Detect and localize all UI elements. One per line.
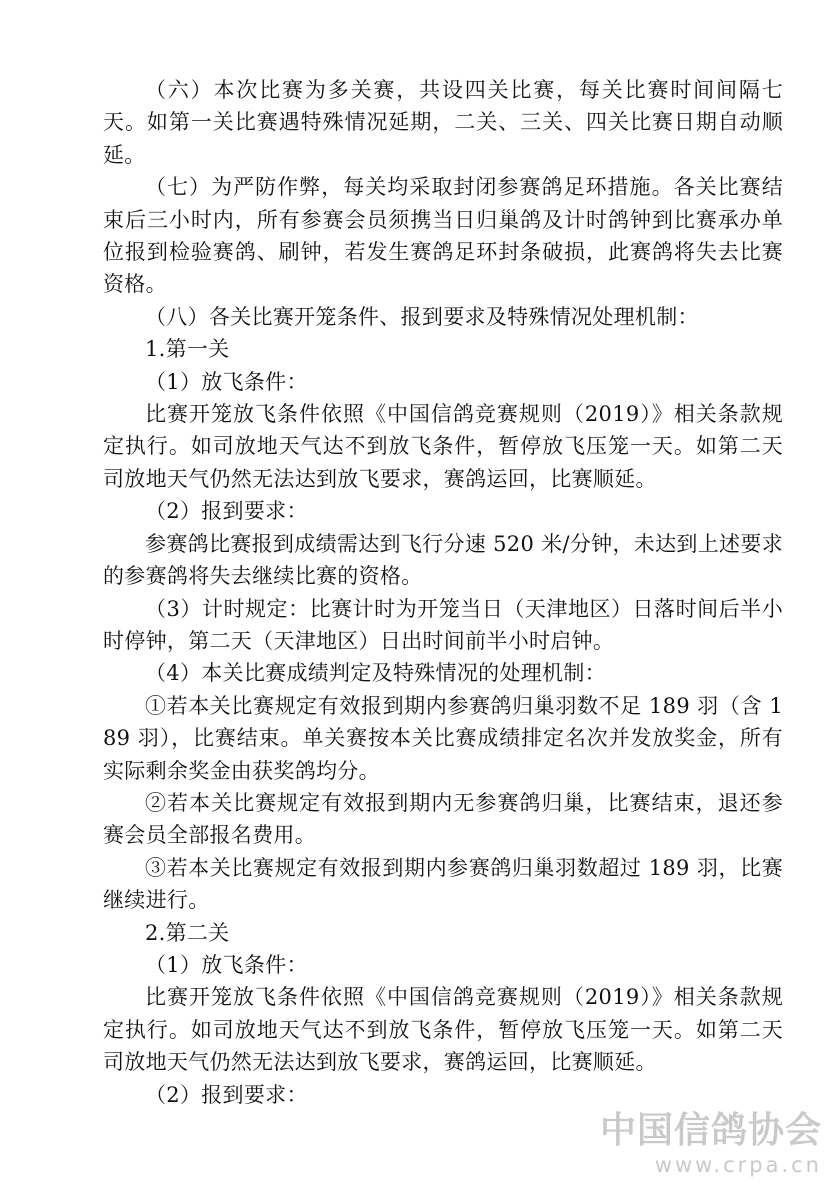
watermark-url: www.crpa.cn bbox=[654, 1153, 822, 1177]
crpa-watermark bbox=[592, 1111, 822, 1179]
paragraph-release-conditions-stage-2: 比赛开笼放飞条件依照《中国信鸽竞赛规则（2019）》相关条款规定执行。如司放地天气达不到放飞条件，暂停放飞压笼一天。如第二天司放地天气仍然无法达到放飞要求，赛鸽运回，比赛顺延。 bbox=[103, 985, 783, 1075]
subheading-report-requirements: （2）报到要求： bbox=[145, 499, 308, 524]
subheading-release-conditions: （1）放飞条件： bbox=[145, 369, 308, 394]
paragraph-rule-6: （六）本次比赛为多关赛，共设四关比赛，每关比赛时间间隔七天。如第一关比赛遇特殊情况延期，二关、三关、四关比赛日期自动顺延。 bbox=[103, 78, 783, 167]
paragraph-release-conditions: 比赛开笼放飞条件依照《中国信鸽竞赛规则（2019）》相关条款规定执行。如司放地天气达不到放飞条件，暂停放飞压笼一天。如第二天司放地天气仍然无法达到放飞要求，赛鸽运回，比赛顺延。 bbox=[103, 402, 783, 491]
paragraph-case-3: ③若本关比赛规定有效报到期内参赛鸽归巢羽数超过 189 羽，比赛继续进行。 bbox=[103, 855, 783, 913]
paragraph-case-2: ②若本关比赛规定有效报到期内无参赛鸽归巢，比赛结束，退还参赛会员全部报名费用。 bbox=[103, 790, 783, 848]
paragraph-case-1: ①若本关比赛规定有效报到期内参赛鸽归巢羽数不足 189 羽（含 189 羽），比赛结束。单关赛按本关比赛成绩排定名次并发放奖金，所有实际剩余奖金由获奖鸽均分。 bbox=[103, 693, 783, 783]
document-body bbox=[103, 74, 783, 1111]
paragraph-rule-7: （七）为严防作弊，每关均采取封闭参赛鸽足环措施。各关比赛结束后三小时内，所有参赛会员须携当日归巢鸽及计时鸽钟到比赛承办单位报到检验赛鸽、刷钟，若发生赛鸽足环封条破损，此赛鸽将失去比赛资格。 bbox=[103, 175, 783, 297]
section-heading-stage-2: 2.第二关 bbox=[145, 920, 230, 945]
subheading-report-requirements-stage-2: （2）报到要求： bbox=[145, 1082, 308, 1107]
paragraph-timing-rules: （3）计时规定：比赛计时为开笼当日（天津地区）日落时间后半小时停钟，第二天（天津地区）日出时间前半小时启钟。 bbox=[103, 596, 783, 653]
paragraph-report-requirements: 参赛鸽比赛报到成绩需达到飞行分速 520 米/分钟，未达到上述要求的参赛鸽将失去继续比赛的资格。 bbox=[103, 531, 783, 589]
subheading-judgment-mechanism: （4）本关比赛成绩判定及特殊情况的处理机制： bbox=[145, 661, 606, 686]
paragraph-rule-8: （八）各关比赛开笼条件、报到要求及特殊情况处理机制： bbox=[145, 304, 699, 329]
watermark-logo-text: 中国信鸽协会 bbox=[599, 1110, 822, 1151]
subheading-release-conditions-stage-2: （1）放飞条件： bbox=[145, 952, 308, 977]
section-heading-stage-1: 1.第一关 bbox=[145, 337, 230, 362]
